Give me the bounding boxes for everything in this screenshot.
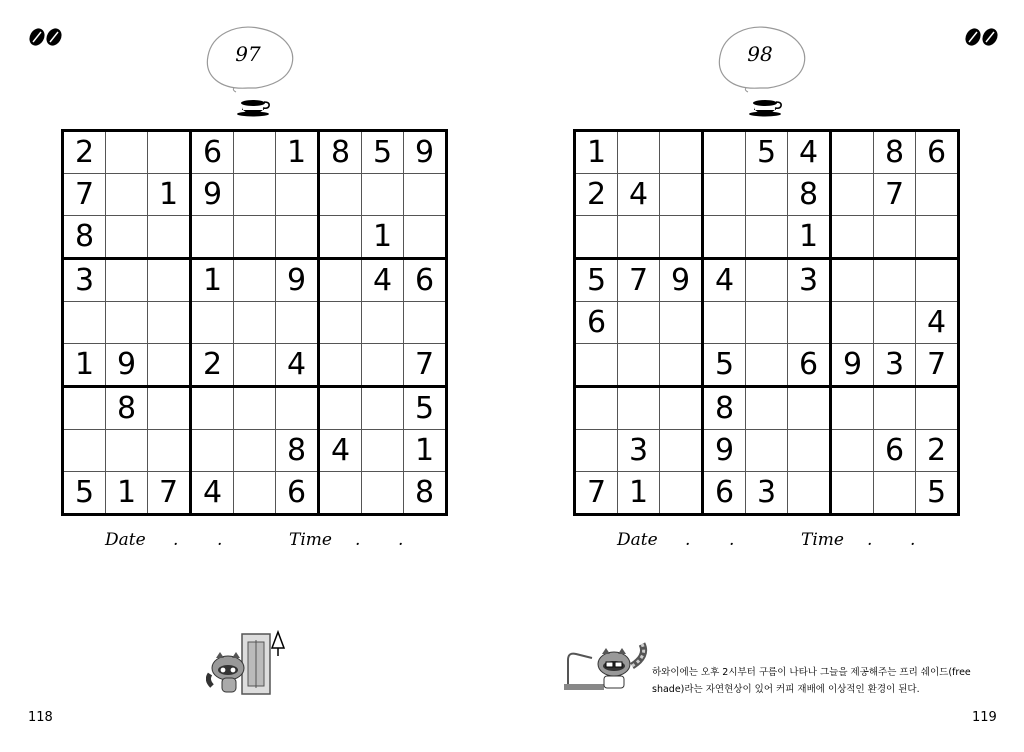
sudoku-cell[interactable] xyxy=(234,174,276,216)
sudoku-cell[interactable] xyxy=(831,430,874,472)
sudoku-cell[interactable] xyxy=(660,430,703,472)
sudoku-cell[interactable]: 8 xyxy=(63,216,106,259)
sudoku-cell[interactable] xyxy=(660,344,703,387)
raccoon-with-coffee-illustration xyxy=(562,636,654,696)
sudoku-cell[interactable] xyxy=(362,302,404,344)
sudoku-cell[interactable]: 1 xyxy=(404,430,447,472)
sudoku-cell[interactable] xyxy=(276,216,319,259)
sudoku-cell[interactable]: 1 xyxy=(788,216,831,259)
sudoku-cell[interactable] xyxy=(362,174,404,216)
time-separator: . xyxy=(910,530,916,550)
sudoku-cell[interactable]: 5 xyxy=(703,344,746,387)
sudoku-cell[interactable] xyxy=(319,259,362,302)
sudoku-cell[interactable]: 3 xyxy=(788,259,831,302)
sudoku-cell[interactable] xyxy=(575,344,618,387)
time-label: Time xyxy=(801,530,844,550)
sudoku-cell[interactable] xyxy=(234,216,276,259)
sudoku-cell[interactable]: 9 xyxy=(703,430,746,472)
sudoku-cell[interactable] xyxy=(106,216,148,259)
sudoku-row xyxy=(575,344,959,387)
puzzle-number-bubble xyxy=(200,18,300,118)
sudoku-cell[interactable]: 8 xyxy=(276,430,319,472)
date-separator: . xyxy=(729,530,735,550)
sudoku-cell[interactable] xyxy=(404,302,447,344)
sudoku-cell[interactable] xyxy=(148,216,191,259)
page-number: 119 xyxy=(972,710,997,725)
sudoku-cell[interactable] xyxy=(874,472,916,515)
sudoku-cell[interactable] xyxy=(106,302,148,344)
sudoku-cell[interactable]: 7 xyxy=(618,259,660,302)
sudoku-cell[interactable] xyxy=(746,430,788,472)
sudoku-cell[interactable] xyxy=(276,174,319,216)
sudoku-cell[interactable] xyxy=(618,302,660,344)
sudoku-cell[interactable]: 8 xyxy=(404,472,447,515)
sudoku-cell[interactable] xyxy=(276,302,319,344)
sudoku-cell[interactable] xyxy=(106,174,148,216)
sudoku-cell[interactable] xyxy=(319,302,362,344)
sudoku-cell[interactable] xyxy=(831,302,874,344)
sudoku-cell[interactable] xyxy=(746,302,788,344)
sudoku-cell[interactable] xyxy=(148,131,191,174)
sudoku-cell[interactable] xyxy=(618,131,660,174)
sudoku-cell[interactable]: 4 xyxy=(618,174,660,216)
sudoku-cell[interactable] xyxy=(234,472,276,515)
sudoku-cell[interactable]: 1 xyxy=(276,131,319,174)
sudoku-cell[interactable] xyxy=(106,430,148,472)
sudoku-cell[interactable]: 4 xyxy=(916,302,959,344)
sudoku-cell[interactable] xyxy=(234,430,276,472)
sudoku-cell[interactable]: 4 xyxy=(191,472,234,515)
sudoku-cell[interactable] xyxy=(234,344,276,387)
sudoku-cell[interactable] xyxy=(191,216,234,259)
sudoku-row xyxy=(63,344,447,387)
time-separator: . xyxy=(867,530,873,550)
sudoku-cell[interactable] xyxy=(746,259,788,302)
sudoku-cell[interactable] xyxy=(191,387,234,430)
sudoku-cell[interactable]: 9 xyxy=(276,259,319,302)
sudoku-cell[interactable] xyxy=(319,387,362,430)
sudoku-cell[interactable]: 4 xyxy=(319,430,362,472)
sudoku-cell[interactable] xyxy=(148,430,191,472)
sudoku-cell[interactable]: 8 xyxy=(788,174,831,216)
sudoku-cell[interactable]: 2 xyxy=(916,430,959,472)
sudoku-row xyxy=(575,259,959,302)
sudoku-cell[interactable] xyxy=(831,259,874,302)
sudoku-cell[interactable]: 8 xyxy=(703,387,746,430)
sudoku-cell[interactable] xyxy=(618,387,660,430)
sudoku-cell[interactable] xyxy=(703,174,746,216)
sudoku-cell[interactable] xyxy=(874,302,916,344)
sudoku-row xyxy=(63,174,447,216)
sudoku-cell[interactable] xyxy=(788,387,831,430)
sudoku-cell[interactable]: 4 xyxy=(362,259,404,302)
sudoku-cell[interactable] xyxy=(234,302,276,344)
date-separator: . xyxy=(685,530,691,550)
coffee-fact-note: 하와이에는 오후 2시부터 구름이 나타나 그늘을 제공해주는 프리 쉐이드(free shade)라는 자연현상이 있어 커피 재배에 이상적인 환경이 된다. xyxy=(652,667,971,695)
sudoku-cell[interactable]: 6 xyxy=(703,472,746,515)
sudoku-cell[interactable]: 7 xyxy=(916,344,959,387)
sudoku-cell[interactable]: 1 xyxy=(191,259,234,302)
sudoku-cell[interactable]: 8 xyxy=(319,131,362,174)
sudoku-cell[interactable] xyxy=(916,174,959,216)
coffee-cup-cloud-icon xyxy=(712,18,812,118)
sudoku-cell[interactable]: 7 xyxy=(874,174,916,216)
sudoku-cell[interactable] xyxy=(575,387,618,430)
sudoku-row xyxy=(63,216,447,259)
sudoku-cell[interactable] xyxy=(746,174,788,216)
sudoku-cell[interactable] xyxy=(404,216,447,259)
sudoku-cell[interactable]: 7 xyxy=(404,344,447,387)
sudoku-cell[interactable]: 7 xyxy=(63,174,106,216)
sudoku-cell[interactable] xyxy=(191,430,234,472)
date-separator: . xyxy=(173,530,179,550)
sudoku-cell[interactable]: 6 xyxy=(191,131,234,174)
time-separator: . xyxy=(355,530,361,550)
sudoku-cell[interactable] xyxy=(148,344,191,387)
sudoku-cell[interactable]: 9 xyxy=(191,174,234,216)
sudoku-cell[interactable] xyxy=(831,387,874,430)
sudoku-row xyxy=(63,387,447,430)
sudoku-cell[interactable] xyxy=(575,430,618,472)
sudoku-cell[interactable] xyxy=(831,174,874,216)
sudoku-cell[interactable]: 1 xyxy=(63,344,106,387)
sudoku-cell[interactable]: 5 xyxy=(746,131,788,174)
sudoku-cell[interactable]: 6 xyxy=(788,344,831,387)
sudoku-cell[interactable]: 6 xyxy=(404,259,447,302)
date-separator: . xyxy=(217,530,223,550)
sudoku-row xyxy=(575,216,959,259)
sudoku-cell[interactable] xyxy=(404,174,447,216)
date-time-row xyxy=(617,530,977,554)
sudoku-row xyxy=(575,430,959,472)
sudoku-cell[interactable]: 6 xyxy=(916,131,959,174)
sudoku-cell[interactable] xyxy=(746,216,788,259)
sudoku-cell[interactable] xyxy=(788,302,831,344)
sudoku-cell[interactable]: 8 xyxy=(106,387,148,430)
sudoku-cell[interactable] xyxy=(874,387,916,430)
sudoku-cell[interactable]: 2 xyxy=(63,131,106,174)
sudoku-cell[interactable]: 1 xyxy=(148,174,191,216)
sudoku-cell[interactable] xyxy=(788,472,831,515)
sudoku-cell[interactable] xyxy=(319,472,362,515)
sudoku-cell[interactable] xyxy=(618,344,660,387)
sudoku-row xyxy=(63,430,447,472)
sudoku-cell[interactable] xyxy=(148,259,191,302)
date-label: Date xyxy=(105,530,146,550)
sudoku-cell[interactable] xyxy=(63,430,106,472)
sudoku-cell[interactable]: 1 xyxy=(362,216,404,259)
sudoku-cell[interactable] xyxy=(831,131,874,174)
sudoku-cell[interactable]: 5 xyxy=(575,259,618,302)
time-separator: . xyxy=(398,530,404,550)
sudoku-cell[interactable] xyxy=(362,344,404,387)
sudoku-cell[interactable] xyxy=(63,387,106,430)
sudoku-row xyxy=(63,131,447,174)
date-label: Date xyxy=(617,530,658,550)
puzzle-number-bubble xyxy=(712,18,812,118)
sudoku-cell[interactable]: 7 xyxy=(148,472,191,515)
sudoku-cell[interactable]: 1 xyxy=(618,472,660,515)
sudoku-cell[interactable]: 3 xyxy=(746,472,788,515)
sudoku-row xyxy=(575,387,959,430)
sudoku-cell[interactable] xyxy=(916,387,959,430)
sudoku-cell[interactable] xyxy=(63,302,106,344)
raccoon-with-door-illustration xyxy=(206,630,294,698)
sudoku-cell[interactable] xyxy=(319,216,362,259)
sudoku-cell[interactable]: 4 xyxy=(276,344,319,387)
sudoku-cell[interactable]: 6 xyxy=(575,302,618,344)
sudoku-cell[interactable]: 3 xyxy=(63,259,106,302)
sudoku-cell[interactable]: 4 xyxy=(788,131,831,174)
sudoku-cell[interactable] xyxy=(362,387,404,430)
sudoku-row xyxy=(575,472,959,515)
sudoku-row xyxy=(575,131,959,174)
sudoku-cell[interactable] xyxy=(916,259,959,302)
coffee-beans-icon xyxy=(28,26,64,48)
sudoku-cell[interactable] xyxy=(916,216,959,259)
sudoku-cell[interactable] xyxy=(660,302,703,344)
sudoku-cell[interactable] xyxy=(660,472,703,515)
sudoku-cell[interactable] xyxy=(874,216,916,259)
sudoku-cell[interactable] xyxy=(319,174,362,216)
sudoku-cell[interactable] xyxy=(319,344,362,387)
sudoku-cell[interactable] xyxy=(703,131,746,174)
sudoku-cell[interactable]: 3 xyxy=(618,430,660,472)
sudoku-cell[interactable] xyxy=(106,259,148,302)
sudoku-cell[interactable] xyxy=(191,302,234,344)
sudoku-row xyxy=(63,302,447,344)
right-page xyxy=(512,0,1024,752)
sudoku-cell[interactable] xyxy=(234,131,276,174)
sudoku-cell[interactable] xyxy=(234,387,276,430)
sudoku-cell[interactable]: 5 xyxy=(404,387,447,430)
sudoku-cell[interactable] xyxy=(362,472,404,515)
sudoku-cell[interactable]: 3 xyxy=(874,344,916,387)
sudoku-cell[interactable] xyxy=(618,216,660,259)
date-time-row xyxy=(105,530,465,554)
sudoku-cell[interactable] xyxy=(660,216,703,259)
sudoku-grid[interactable] xyxy=(61,129,448,516)
sudoku-row xyxy=(63,472,447,515)
sudoku-row xyxy=(63,259,447,302)
sudoku-cell[interactable] xyxy=(831,472,874,515)
sudoku-cell[interactable] xyxy=(575,216,618,259)
sudoku-cell[interactable] xyxy=(746,387,788,430)
sudoku-cell[interactable] xyxy=(148,302,191,344)
sudoku-cell[interactable]: 8 xyxy=(874,131,916,174)
sudoku-cell[interactable]: 5 xyxy=(916,472,959,515)
sudoku-cell[interactable]: 9 xyxy=(831,344,874,387)
sudoku-cell[interactable] xyxy=(831,216,874,259)
sudoku-row xyxy=(575,302,959,344)
sudoku-cell[interactable]: 4 xyxy=(703,259,746,302)
sudoku-cell[interactable]: 1 xyxy=(575,131,618,174)
sudoku-cell[interactable] xyxy=(660,174,703,216)
sudoku-cell[interactable] xyxy=(874,259,916,302)
sudoku-cell[interactable] xyxy=(746,344,788,387)
time-label: Time xyxy=(289,530,332,550)
coffee-beans-icon xyxy=(964,26,1000,48)
sudoku-cell[interactable]: 9 xyxy=(106,344,148,387)
sudoku-cell[interactable] xyxy=(234,259,276,302)
sudoku-cell[interactable]: 5 xyxy=(63,472,106,515)
sudoku-cell[interactable] xyxy=(660,131,703,174)
page-number: 118 xyxy=(28,710,53,725)
sudoku-cell[interactable]: 5 xyxy=(362,131,404,174)
sudoku-cell[interactable] xyxy=(362,430,404,472)
sudoku-grid[interactable] xyxy=(573,129,960,516)
sudoku-cell[interactable]: 9 xyxy=(660,259,703,302)
sudoku-cell[interactable]: 1 xyxy=(106,472,148,515)
puzzle-number: 97 xyxy=(235,42,261,66)
sudoku-cell[interactable] xyxy=(703,216,746,259)
sudoku-cell[interactable]: 6 xyxy=(874,430,916,472)
sudoku-cell[interactable]: 6 xyxy=(276,472,319,515)
puzzle-number: 98 xyxy=(747,42,773,66)
sudoku-cell[interactable] xyxy=(148,387,191,430)
sudoku-cell[interactable]: 2 xyxy=(191,344,234,387)
sudoku-row xyxy=(575,174,959,216)
sudoku-cell[interactable] xyxy=(106,131,148,174)
sudoku-cell[interactable] xyxy=(276,387,319,430)
sudoku-cell[interactable]: 7 xyxy=(575,472,618,515)
sudoku-cell[interactable]: 2 xyxy=(575,174,618,216)
sudoku-cell[interactable] xyxy=(703,302,746,344)
sudoku-cell[interactable] xyxy=(660,387,703,430)
coffee-cup-cloud-icon xyxy=(200,18,300,118)
sudoku-cell[interactable] xyxy=(788,430,831,472)
sudoku-cell[interactable]: 9 xyxy=(404,131,447,174)
